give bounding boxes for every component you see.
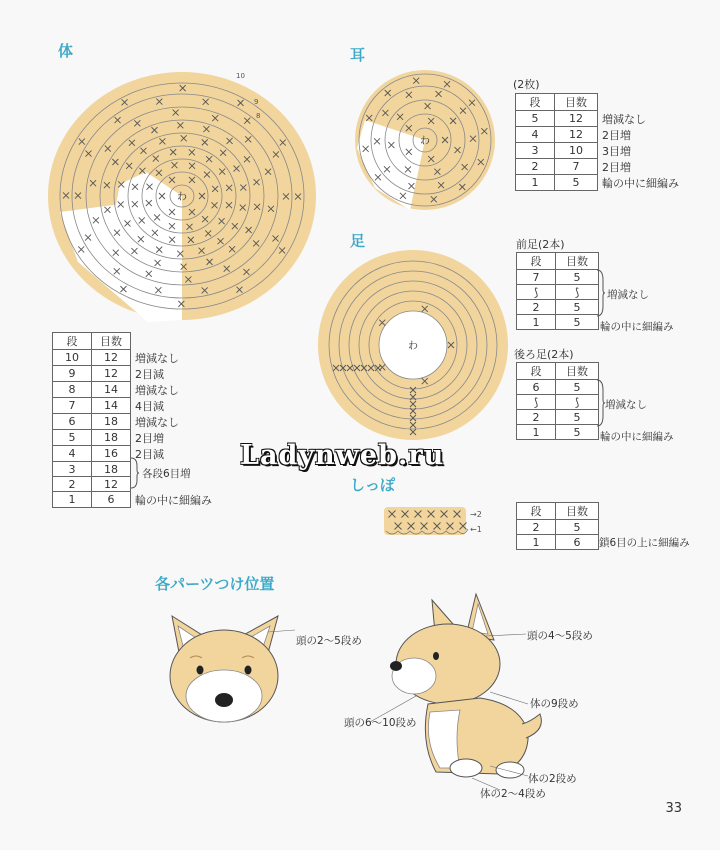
tail-section-title: しっぽ [350, 476, 396, 494]
front-leg-table: 段 目数 7 5 ⟆ ⟆ 2 5 1 5 [516, 252, 599, 330]
table-row: ⟆ ⟆ [517, 285, 599, 300]
front-leg-brace [597, 270, 605, 316]
round-number-8: 8 [256, 112, 261, 120]
table-row: 9 12 2目減 [53, 366, 222, 382]
body-9-attach-label: 体の9段め [530, 698, 579, 710]
leg-crochet-diagram [318, 250, 508, 440]
placement-section-title: 各パーツつけ位置 [155, 575, 275, 593]
round-number-10: 10 [236, 72, 245, 80]
leg-section-title: 足 [350, 232, 366, 250]
watermark: Ladynweb.ru [240, 440, 445, 471]
table-row: 3 18 [53, 462, 222, 477]
back-leg-table: 段 目数 6 5 ⟆ ⟆ 2 5 1 5 [516, 362, 599, 440]
ear-ring-label: わ [420, 136, 430, 147]
table-row: 6 18 増減なし [53, 414, 222, 430]
body-2-4-attach-label: 体の2〜4段め [480, 788, 546, 800]
front-leg-label: 前足(2本) [516, 238, 565, 251]
tail-row-arrow-1: ←1 [470, 525, 482, 534]
table-row: 1 5 [517, 315, 599, 330]
back-leg-brace-note: 増減なし [605, 399, 647, 411]
head-lower-attach-label: 頭の6〜10段め [344, 717, 417, 729]
table-row: 2 5 [517, 300, 599, 315]
table-row: 6 5 [517, 380, 599, 395]
table-row: 8 14 増減なし [53, 382, 222, 398]
tail-crochet-diagram [384, 505, 489, 539]
table-row: 3 10 3目増 [516, 143, 689, 159]
back-leg-brace [597, 380, 605, 426]
table-row: ⟆ ⟆ [517, 395, 599, 410]
table-row: 1 5 [517, 425, 599, 440]
body-brace-note: 各段6目増 [142, 468, 191, 480]
front-leg-brace-note: 増減なし [607, 289, 649, 301]
body-round-table: 段 目数 10 12 増減なし 9 12 2目減 8 14 増減なし 7 14 4目減 6 18 増減なし 5 18 2目増 4 16 2目減 3 18 2 12 1 6 輪の中に細編み [52, 332, 222, 508]
tail-row-arrow-2: →2 [470, 510, 482, 519]
front-attach-label: 頭の2〜5段め [296, 635, 362, 647]
dog-side-illustration [380, 592, 550, 792]
ear-count-note: (2枚) [513, 78, 540, 91]
table-row: 4 12 2目増 [516, 127, 689, 143]
table-row: 1 5 輪の中に細編み [516, 175, 689, 191]
table-row: 1 6 輪の中に細編み [53, 492, 222, 508]
page-number: 33 [665, 801, 682, 816]
tail-last-note: 鎖6目の上に細編み [599, 537, 690, 549]
head-upper-attach-label: 頭の4〜5段め [527, 630, 593, 642]
table-row: 2 12 [53, 477, 222, 492]
ear-round-table [515, 93, 689, 191]
ear-crochet-diagram [355, 70, 495, 210]
dog-front-illustration [160, 610, 285, 730]
table-row: 10 12 増減なし [53, 350, 222, 366]
table-row: 5 18 2目増 [53, 430, 222, 446]
body-brace [131, 458, 139, 488]
leg-ring-label: わ [408, 341, 418, 352]
round-number-9: 9 [254, 98, 259, 106]
tail-table: 段 目数 2 5 1 6 [516, 502, 599, 550]
table-row: 7 14 4目減 [53, 398, 222, 414]
table-row: 4 16 2目減 [53, 446, 222, 462]
back-leg-label: 後ろ足(2本) [514, 348, 574, 361]
ear-header-stitches: 目数 [555, 94, 598, 111]
nose [215, 693, 233, 707]
body-section-title: 体 [58, 42, 74, 60]
back-leg-last-note: 輪の中に細編み [600, 431, 674, 443]
body-2-attach-label: 体の2段め [528, 773, 577, 785]
ear-section-title: 耳 [350, 46, 366, 64]
body-crochet-diagram [50, 72, 320, 322]
table-row: 1 6 [517, 535, 599, 550]
table-row: 2 5 [517, 410, 599, 425]
body-ring-label: わ [177, 192, 187, 203]
ear-header-round: 段 [516, 94, 555, 111]
table-row: 2 5 [517, 520, 599, 535]
table-row: 5 12 増減なし [516, 111, 689, 127]
table-row: 2 7 2目増 [516, 159, 689, 175]
front-leg-last-note: 輪の中に細編み [600, 321, 674, 333]
table-row: 7 5 [517, 270, 599, 285]
